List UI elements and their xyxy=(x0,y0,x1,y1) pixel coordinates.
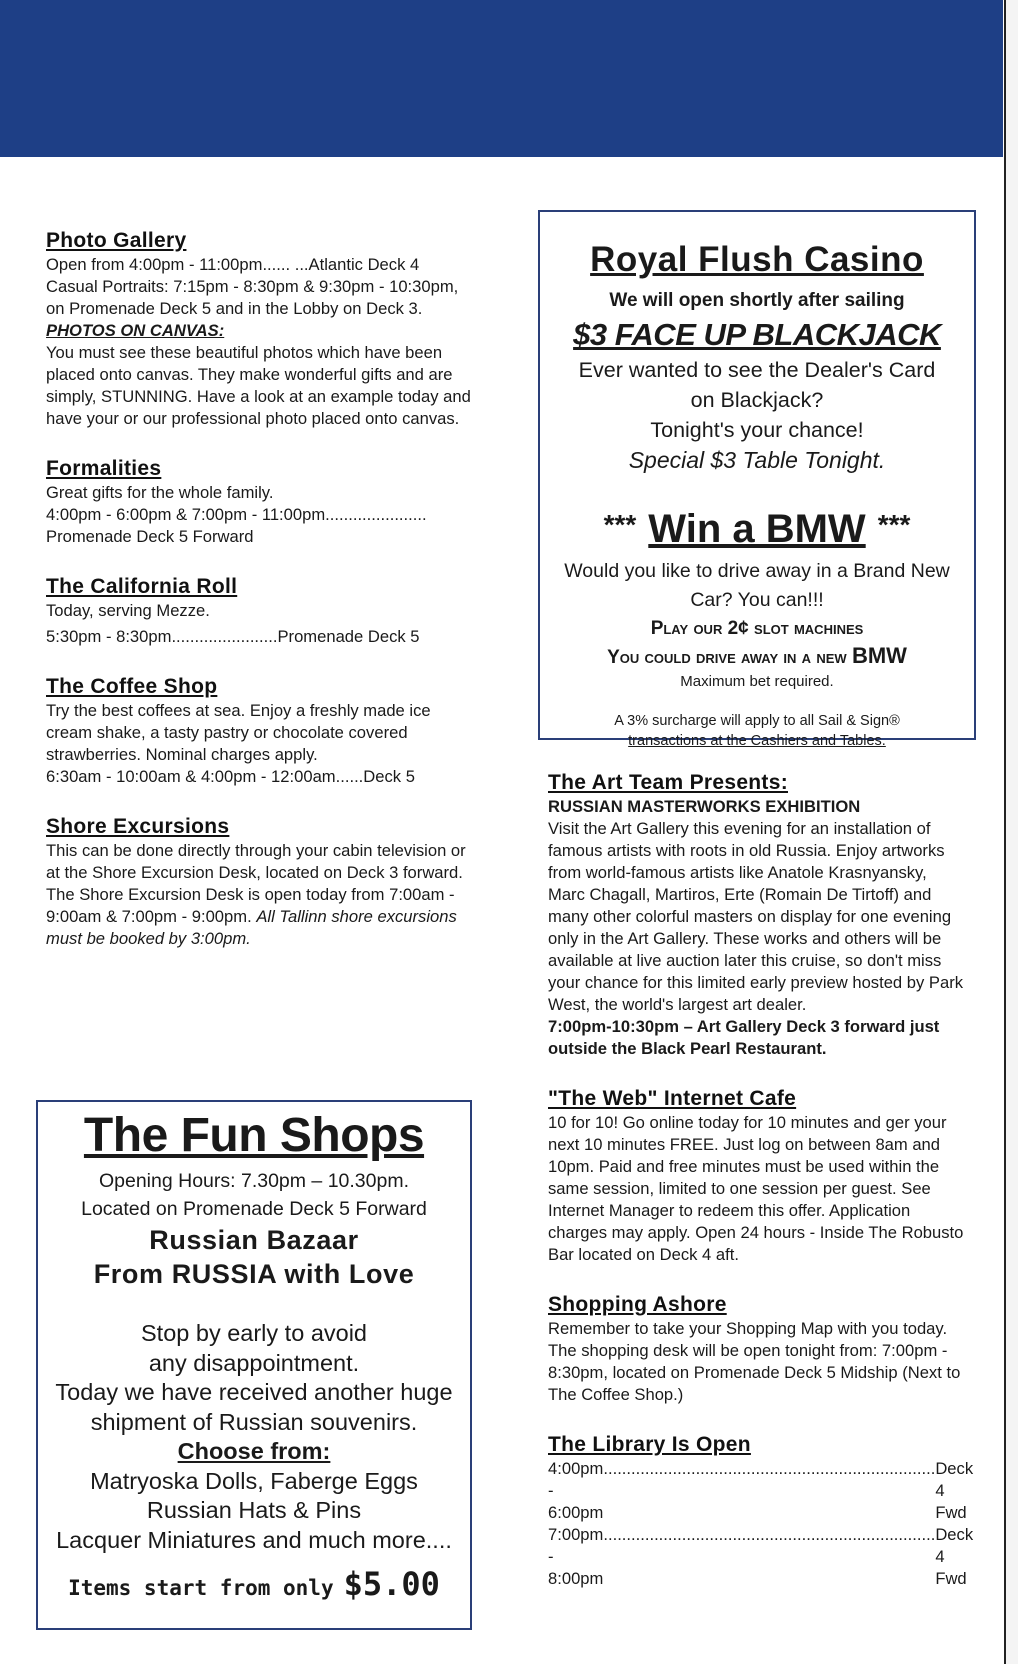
win-bmw-text: Win a BMW xyxy=(648,507,866,551)
shore-excursions-section xyxy=(46,814,476,950)
shore-excursions-body: This can be done directly through your cabin television or at the Shore Excursion Desk, located on Deck 3 forward. The Shore Excursion Desk is open today from 7:00am - 9:00am & 7:00pm - 9:00pm. xyxy=(46,841,466,926)
shopping-ashore-body: Remember to take your Shopping Map with you today. The shopping desk will be open tonight from: 7:00pm - 8:30pm, located on Promenade Deck 5 Midship (Next to The Coffee Shop.) xyxy=(548,1319,961,1404)
items-line1: Matryoska Dolls, Faberge Eggs xyxy=(90,1467,418,1494)
slot-machines-line: Play our 2¢ slot machines xyxy=(650,618,864,639)
web-cafe-title: "The Web" Internet Cafe xyxy=(548,1087,797,1110)
library-row xyxy=(548,1524,974,1590)
surcharge-line2: transactions at the Cashiers and Tables. xyxy=(628,733,886,749)
blackjack-heading: $3 FACE UP BLACKJACK xyxy=(573,317,941,352)
formalities-line3: Promenade Deck 5 Forward xyxy=(46,527,254,546)
shore-excursions-note: All Tallinn shore excursions must be booked by 3:00pm. xyxy=(46,907,457,948)
your-chance: Tonight's your chance! xyxy=(650,418,864,442)
formalities-title: Formalities xyxy=(46,457,162,480)
stars-left: *** xyxy=(603,509,637,540)
shopping-ashore-title: Shopping Ashore xyxy=(548,1293,727,1316)
surcharge-line1: A 3% surcharge will apply to all Sail & Sign® xyxy=(614,713,900,729)
maximum-bet: Maximum bet required. xyxy=(680,673,834,690)
items-line3: Lacquer Miniatures and much more.... xyxy=(56,1526,452,1553)
coffee-shop-hours: 6:30am - 10:00am & 4:00pm - 12:00am......Deck 5 xyxy=(46,767,415,786)
special-table: Special $3 Table Tonight. xyxy=(628,447,886,473)
california-roll-line1: Today, serving Mezze. xyxy=(46,601,210,620)
shopping-ashore-section xyxy=(548,1292,966,1406)
price-line xyxy=(38,1565,470,1603)
photo-gallery-title: Photo Gallery xyxy=(46,229,187,252)
shore-excursions-text xyxy=(46,840,476,950)
photo-gallery-hours: Open from 4:00pm - 11:00pm...... ...Atlantic Deck 4 xyxy=(46,255,420,274)
choose-from-heading: Choose from: xyxy=(177,1438,331,1464)
art-team-body: Visit the Art Gallery this evening for an installation of famous artists with roots in old Russia. Enjoy artworks from world-famous artists like Anatole Krasnyansky, Marc Chagall, Martiros, Erte (Romain De Tirtoff) and many other colorful masters on display for one evening only in the Art Gallery. These works and others will be available at live auction later this cruise, so don't miss your chance for this limited early preview hosted by Park West, the world's largest art dealer. xyxy=(548,819,964,1014)
formalities-section xyxy=(46,456,476,548)
web-cafe-section xyxy=(548,1086,966,1266)
library-place: Deck 4 Fwd xyxy=(935,1459,974,1522)
could-drive-bmw: BMW xyxy=(851,643,907,668)
california-roll-section xyxy=(46,574,476,648)
library-time: 7:00pm - 8:00pm xyxy=(548,1525,604,1588)
casino-title: Royal Flush Casino xyxy=(590,240,924,279)
from-russia-heading: From RUSSIA with Love xyxy=(93,1259,415,1289)
photo-gallery-section xyxy=(46,228,476,430)
stop-by-line1: Stop by early to avoid xyxy=(141,1320,367,1346)
coffee-shop-body: Try the best coffees at sea. Enjoy a freshly made ice cream shake, a tasty pastry or chocolate covered strawberries. Nominal charges apply. xyxy=(46,701,431,764)
could-drive-text: You could drive away in a new xyxy=(607,647,847,668)
price-text: Items start from only xyxy=(68,1576,334,1600)
library-row xyxy=(548,1458,974,1524)
items-line2: Russian Hats & Pins xyxy=(146,1497,362,1523)
formalities-line2: 4:00pm - 6:00pm & 7:00pm - 11:00pm...................... xyxy=(46,505,427,524)
art-team-title: The Art Team Presents: xyxy=(548,771,788,794)
drive-away-line1: Would you like to drive away in a Brand New xyxy=(564,560,950,582)
california-roll-title: The California Roll xyxy=(46,575,238,598)
fun-shops-box xyxy=(36,1100,472,1630)
header-banner xyxy=(0,0,1003,157)
leader-dots: ........................................................................ xyxy=(603,1525,936,1544)
photos-on-canvas-subhead: PHOTOS ON CANVAS: xyxy=(46,321,225,340)
library-section xyxy=(548,1432,974,1590)
california-roll-line2: 5:30pm - 8:30pm.......................Promenade Deck 5 xyxy=(46,627,420,646)
coffee-shop-section xyxy=(46,674,476,788)
stop-by-line2: any disappointment. xyxy=(148,1349,360,1376)
casino-open: We will open shortly after sailing xyxy=(609,290,905,311)
library-title: The Library Is Open xyxy=(548,1433,751,1456)
photos-on-canvas-body: You must see these beautiful photos which have been placed onto canvas. They make wonderful gifts and are simply, STUNNING. Have a look at an example today and have your or our professional photo placed onto canvas. xyxy=(46,343,471,428)
dealer-card-line2: on Blackjack? xyxy=(690,388,824,412)
drive-away-line2: Car? You can!!! xyxy=(690,589,824,611)
dealer-card-line1: Ever wanted to see the Dealer's Card xyxy=(578,358,936,382)
fun-shops-title: The Fun Shops xyxy=(83,1109,425,1162)
art-team-subhead: RUSSIAN MASTERWORKS EXHIBITION xyxy=(548,797,861,816)
library-place: Deck 4 Fwd xyxy=(935,1525,974,1588)
page-edge xyxy=(1004,0,1018,1664)
fun-shops-location: Located on Promenade Deck 5 Forward xyxy=(81,1198,427,1220)
fun-shops-hours: Opening Hours: 7.30pm – 10.30pm. xyxy=(98,1170,410,1192)
russian-bazaar-heading: Russian Bazaar xyxy=(149,1225,359,1255)
art-team-section xyxy=(548,770,966,1060)
coffee-shop-title: The Coffee Shop xyxy=(46,675,218,698)
art-team-time: 7:00pm-10:30pm – Art Gallery Deck 3 forward just outside the Black Pearl Restaurant. xyxy=(548,1017,940,1058)
received-line2: shipment of Russian souvenirs. xyxy=(90,1408,418,1435)
right-column xyxy=(548,770,974,1590)
stars-right: *** xyxy=(877,509,911,540)
photo-gallery-portraits: Casual Portraits: 7:15pm - 8:30pm & 9:30pm - 10:30pm, on Promenade Deck 5 and in the Lobby on Deck 3. xyxy=(46,277,459,318)
formalities-line1: Great gifts for the whole family. xyxy=(46,483,274,502)
shore-excursions-title: Shore Excursions xyxy=(46,815,230,838)
leader-dots: ........................................................................ xyxy=(603,1459,936,1478)
could-drive-line xyxy=(540,642,974,671)
price-value: $5.00 xyxy=(343,1565,440,1603)
win-bmw-heading xyxy=(540,501,974,553)
library-time: 4:00pm - 6:00pm xyxy=(548,1459,604,1522)
received-line1: Today we have received another huge xyxy=(55,1379,453,1405)
left-column xyxy=(46,228,476,950)
web-cafe-body: 10 for 10! Go online today for 10 minutes and ger your next 10 minutes FREE. Just log on between 8am and 10pm. Paid and free minutes must be used within the same session, limited to one session per guest. See Internet Manager to redeem this offer. Application charges may apply. Open 24 hours - Inside The Robusto Bar located on Deck 4 aft. xyxy=(548,1113,964,1264)
casino-box xyxy=(538,210,976,749)
